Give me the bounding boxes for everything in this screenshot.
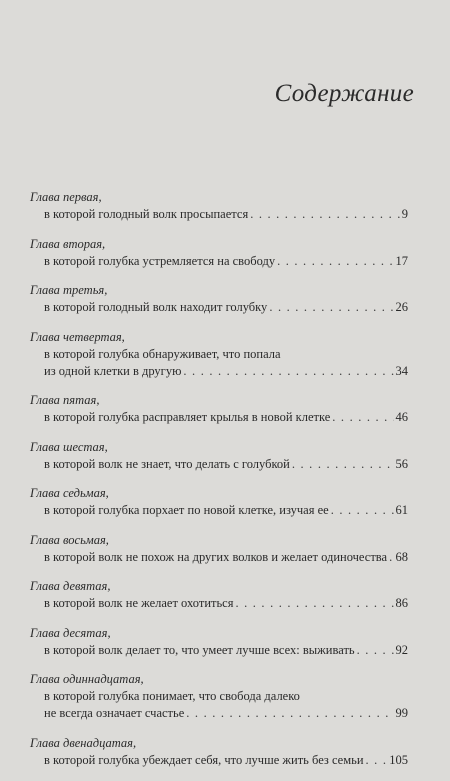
toc-entry bbox=[30, 578, 408, 612]
toc-entry bbox=[30, 485, 408, 519]
chapter-description: из одной клетки в другую bbox=[44, 363, 182, 378]
chapter-heading: Глава третья, bbox=[30, 283, 108, 297]
chapter-description-line bbox=[30, 346, 408, 363]
page-number: 105 bbox=[389, 752, 408, 767]
chapter-description: в которой волк не знает, что делать с голубкой bbox=[44, 456, 290, 471]
chapter-description: в которой голубка порхает по новой клетке, изучая ее bbox=[44, 503, 329, 517]
page-title: Содержание bbox=[274, 80, 414, 107]
chapter-description-line bbox=[30, 206, 408, 223]
page-number: 26 bbox=[395, 300, 408, 314]
chapter-description-line bbox=[30, 595, 408, 612]
dot-leader bbox=[250, 206, 400, 223]
toc-entry bbox=[30, 392, 408, 426]
chapter-description-line bbox=[30, 642, 408, 659]
toc-entry bbox=[30, 532, 408, 566]
dot-leader bbox=[366, 752, 388, 769]
dot-leader bbox=[332, 409, 393, 426]
toc-entry bbox=[30, 189, 408, 223]
chapter-description: в которой голодный волк просыпается bbox=[44, 207, 249, 221]
chapter-description-line bbox=[30, 705, 408, 722]
chapter-description: в которой голодный волк находит голубку bbox=[44, 300, 268, 314]
chapter-heading: Глава двенадцатая, bbox=[30, 735, 137, 750]
chapter-description: в которой волк не желает охотиться bbox=[44, 596, 234, 610]
chapter-heading: Глава четвертая, bbox=[30, 329, 125, 344]
chapter-heading: Глава первая, bbox=[30, 190, 102, 204]
chapter-description: в которой голубка устремляется на свободу bbox=[44, 253, 276, 268]
page-number: 86 bbox=[395, 596, 408, 610]
chapter-heading: Глава девятая, bbox=[30, 579, 111, 593]
toc-entry bbox=[30, 236, 408, 270]
chapter-description-line bbox=[30, 752, 408, 769]
chapter-description: в которой голубка расправляет крылья в новой клетке bbox=[44, 410, 331, 424]
page-number: 61 bbox=[395, 503, 408, 517]
page-number: 17 bbox=[395, 253, 408, 268]
chapter-description: не всегда означает счастье bbox=[44, 706, 185, 720]
page-number: 46 bbox=[395, 410, 408, 424]
page-number: 34 bbox=[395, 363, 408, 378]
dot-leader bbox=[269, 299, 393, 316]
chapter-description: в которой голубка понимает, что свобода далеко bbox=[44, 689, 300, 703]
toc-entry bbox=[30, 625, 408, 659]
chapter-description-line bbox=[30, 549, 408, 566]
chapter-heading: Глава седьмая, bbox=[30, 486, 109, 500]
chapter-heading: Глава десятая, bbox=[30, 625, 111, 640]
chapter-description-line bbox=[30, 253, 408, 270]
dot-leader bbox=[277, 253, 393, 270]
chapter-heading: Глава восьмая, bbox=[30, 532, 109, 547]
page-number: 92 bbox=[395, 642, 408, 657]
page-number: 9 bbox=[401, 207, 408, 221]
toc-entry bbox=[30, 329, 408, 380]
chapter-description-line bbox=[30, 502, 408, 519]
chapter-heading: Глава шестая, bbox=[30, 439, 108, 454]
page-number: 99 bbox=[395, 706, 408, 720]
dot-leader bbox=[357, 642, 394, 659]
chapter-heading: Глава вторая, bbox=[30, 236, 106, 251]
chapter-description-line bbox=[30, 363, 408, 380]
toc-entry bbox=[30, 439, 408, 473]
chapter-description-line bbox=[30, 688, 408, 705]
chapter-heading: Глава пятая, bbox=[30, 393, 100, 407]
dot-leader bbox=[183, 363, 393, 380]
dot-leader bbox=[235, 595, 393, 612]
chapter-description: в которой волк не похож на других волков и желает одиночества bbox=[44, 549, 388, 564]
page-number: 68 bbox=[395, 549, 408, 564]
chapter-heading: Глава одиннадцатая, bbox=[30, 672, 144, 686]
dot-leader bbox=[292, 456, 394, 473]
chapter-description-line bbox=[30, 299, 408, 316]
dot-leader bbox=[331, 502, 394, 519]
chapter-description: в которой волк делает то, что умеет лучше всех: выживать bbox=[44, 642, 355, 657]
chapter-description-line bbox=[30, 409, 408, 426]
toc-entry bbox=[30, 282, 408, 316]
chapter-description-line bbox=[30, 456, 408, 473]
toc-entry bbox=[30, 735, 408, 769]
dot-leader bbox=[186, 705, 393, 722]
table-of-contents bbox=[30, 189, 408, 781]
chapter-description: в которой голубка убеждает себя, что лучше жить без семьи bbox=[44, 752, 364, 767]
page-number: 56 bbox=[395, 456, 408, 471]
dot-leader bbox=[389, 549, 393, 566]
toc-entry bbox=[30, 671, 408, 722]
chapter-description: в которой голубка обнаруживает, что попала bbox=[44, 346, 281, 361]
